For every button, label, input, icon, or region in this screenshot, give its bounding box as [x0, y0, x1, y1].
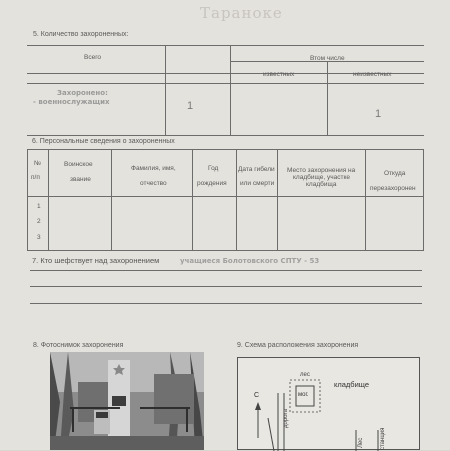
label-station: станция — [380, 427, 386, 450]
col-place-sub2: кладбища — [306, 181, 337, 188]
label-les: лес — [300, 372, 310, 378]
col-name: Фамилия, имя, — [131, 165, 176, 172]
col-from: Откуда — [384, 170, 406, 177]
location-scheme — [237, 357, 420, 450]
col-rank-sub: звание — [70, 176, 91, 183]
label-cemetery: кладбище — [334, 380, 370, 389]
col-total: Всего — [84, 54, 102, 61]
col-from-sub: перезахоронен — [370, 185, 416, 192]
section9-title: 9. Схема расположения захоронения — [237, 342, 359, 349]
col-year-sub: рождения — [197, 180, 227, 187]
col-year: Год — [208, 165, 219, 172]
unknown-value: 1 — [375, 108, 382, 120]
label-grave: мог. — [298, 392, 309, 398]
col-known: известных — [263, 71, 295, 78]
patron-underline-3 — [30, 303, 422, 304]
col-death: Дата гибели — [238, 166, 275, 173]
col-rank: Воинское — [64, 161, 93, 168]
patron-underline-2 — [30, 286, 422, 287]
patron-value: учащиеся Болотовского СПТУ - 53 — [180, 257, 320, 265]
section7-title: 7. Кто шефствует над захоронением — [32, 256, 160, 265]
row-label-buried: Захоронено: — [57, 89, 108, 97]
total-value: 1 — [187, 100, 194, 112]
section5-title: 5. Количество захороненных: — [33, 31, 129, 38]
col-place-sub: кладбище, участке — [293, 174, 350, 181]
handwritten-title: Тараноке — [200, 4, 283, 22]
col-unknown: неизвестных — [353, 71, 392, 78]
row-label-servicemen: - военнослужащих — [33, 98, 110, 106]
label-forest-park: Лес — [358, 437, 364, 448]
col-num-sub: п/п — [31, 174, 40, 181]
col-num: № — [34, 160, 41, 167]
col-including: Втом числе — [310, 55, 345, 62]
col-death-sub: или смерти — [240, 180, 275, 187]
north-label: С — [254, 392, 260, 399]
section8-title: 8. Фотоснимок захоронения — [33, 342, 124, 349]
grave-photo — [50, 352, 204, 450]
col-place: Место захоронения на — [287, 167, 356, 174]
section6-title: 6. Персональные сведения о захороненных — [32, 138, 175, 145]
patron-underline-1 — [30, 270, 422, 271]
label-road: дорога — [283, 409, 289, 428]
row-number-3: 3 — [37, 234, 41, 241]
row-number-2: 2 — [37, 218, 41, 225]
row-number-1: 1 — [37, 203, 41, 210]
col-name-sub: отчество — [140, 180, 167, 187]
